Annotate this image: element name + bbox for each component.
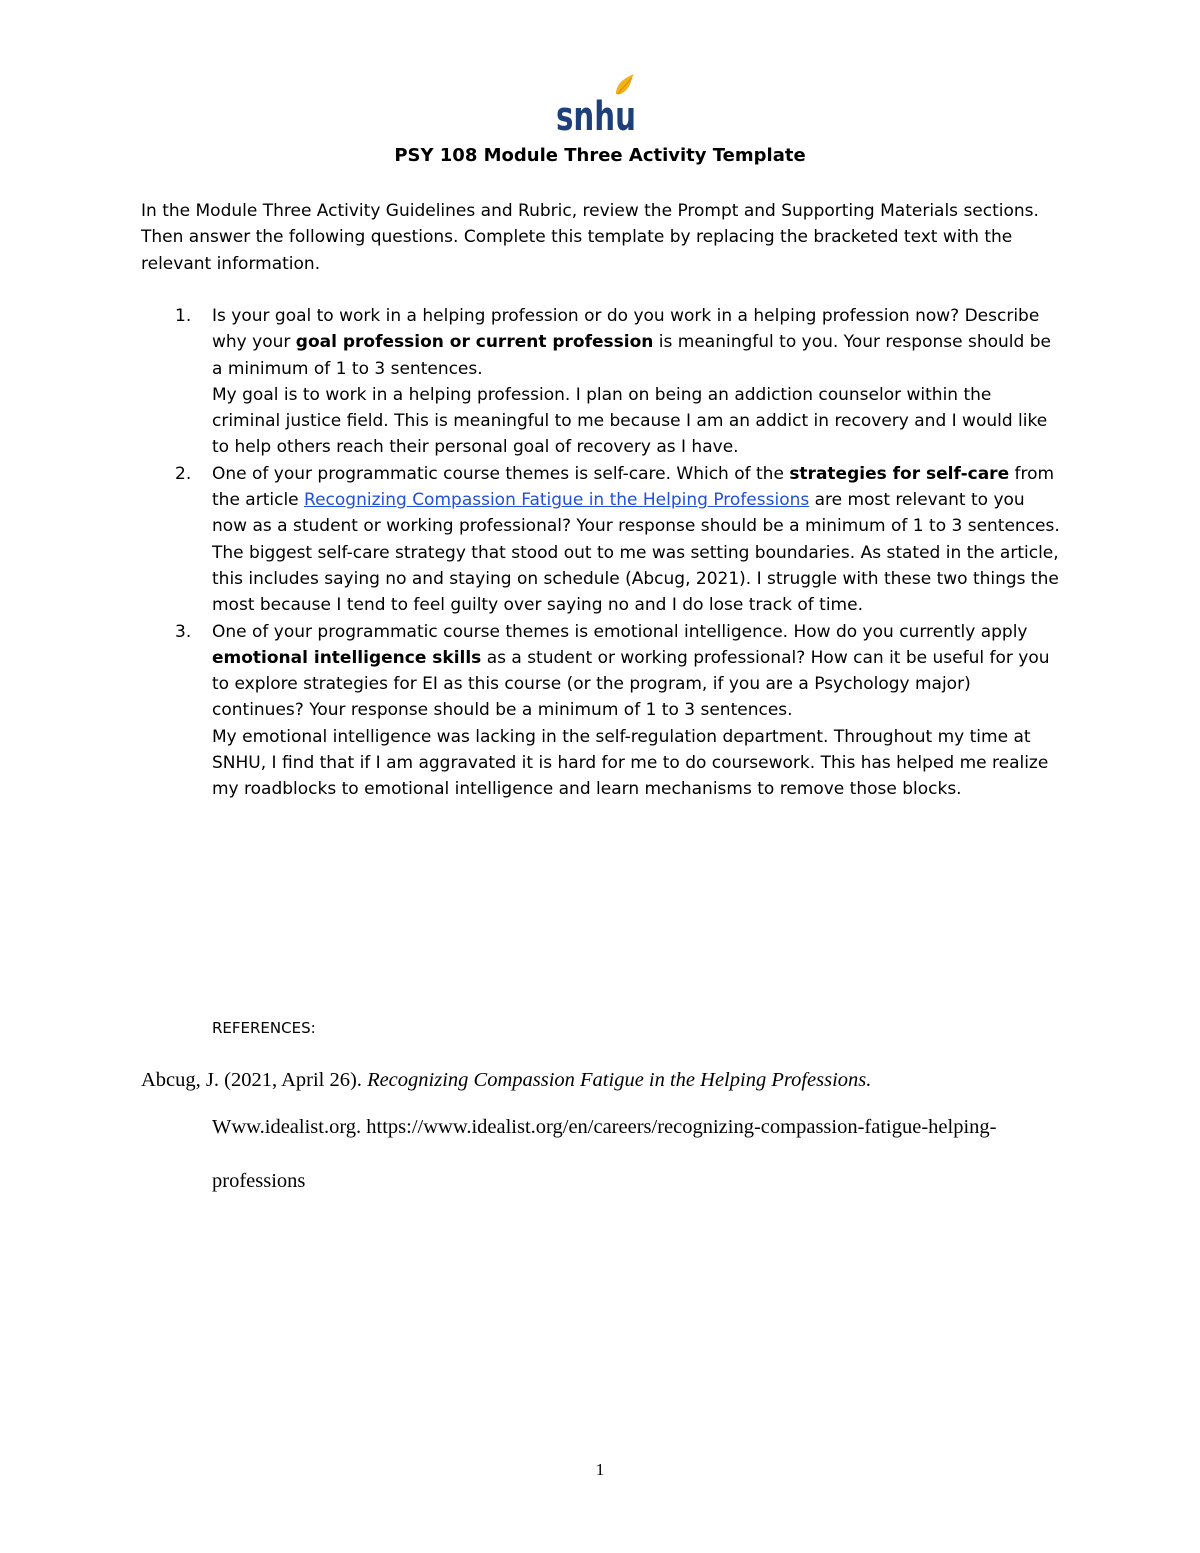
question-text: Is your goal to work in a helping profession or do you work in a helping profession now? Describe why your goal profession or current profession is meaningful to you. Your response should be a minimum of 1 to 3 sentences. xyxy=(212,306,1051,379)
question-emphasis: goal profession or current profession xyxy=(295,332,654,353)
question-emphasis: emotional intelligence skills xyxy=(212,647,482,668)
list-item xyxy=(141,461,1061,619)
document-title: PSY 108 Module Three Activity Template xyxy=(394,145,806,166)
intro-paragraph: In the Module Three Activity Guidelines and Rubric, review the Prompt and Supporting Materials sections. Then answer the following questions. Complete this template by replacing the bracketed text with the relevant information. xyxy=(141,201,1039,274)
logo-text: snhu xyxy=(556,94,636,140)
answer-text: My emotional intelligence was lacking in the self-regulation department. Throughout my time at SNHU, I find that if I am aggravated it is hard for me to do coursework. This has helped me realize my roadblocks to emotional intelligence and learn mechanisms to remove those blocks. xyxy=(212,726,1049,800)
list-item xyxy=(141,619,1061,803)
question-number: 3. xyxy=(175,621,192,642)
article-link[interactable]: Recognizing Compassion Fatigue in the Helping Professions xyxy=(304,490,810,511)
reference-source: Www.idealist.org. https://www.idealist.org/en/careers/recognizing-compassion-fatigue-helping-professions xyxy=(212,1116,997,1192)
answer-text: My goal is to work in a helping profession. I plan on being an addiction counselor within the criminal justice field. This is meaningful to me because I am an addict in recovery and I would like to help others reach their personal goal of recovery as I have. xyxy=(212,384,1048,458)
references-heading: REFERENCES: xyxy=(212,1019,316,1037)
question-number: 1. xyxy=(175,306,192,326)
snhu-logo xyxy=(552,72,642,140)
question-list xyxy=(141,303,1061,803)
list-item xyxy=(141,303,1061,461)
reference-entry xyxy=(141,1060,1041,1208)
question-emphasis: strategies for self-care xyxy=(789,463,1010,484)
page-number: 1 xyxy=(595,1460,605,1479)
question-text: One of your programmatic course themes is emotional intelligence. How do you currently apply emotional intelligence skills as a student or working professional? How can it be useful for you to explore strategies for EI as this course (or the program, if you are a Psychology major) continues? Your response should be a minimum of 1 to 3 sentences. xyxy=(212,621,1050,721)
question-text: One of your programmatic course themes is self-care. Which of the strategies for self-care from the article Recognizing Compassion Fatigue in the Helping Professions are most relevant to you now as a student or working professional? Your response should be a minimum of 1 to 3 sentences. xyxy=(212,463,1060,537)
answer-text: The biggest self-care strategy that stood out to me was setting boundaries. As stated in the article, this includes saying no and staying on schedule (Abcug, 2021). I struggle with these two things the most because I tend to feel guilty over saying no and I do lose track of time. xyxy=(212,542,1059,616)
question-number: 2. xyxy=(175,463,192,484)
flame-icon xyxy=(616,74,634,94)
reference-title: Recognizing Compassion Fatigue in the Helping Professions. xyxy=(367,1069,872,1091)
reference-citation: Abcug, J. (2021, April 26). Recognizing Compassion Fatigue in the Helping Professions. xyxy=(141,1069,872,1091)
